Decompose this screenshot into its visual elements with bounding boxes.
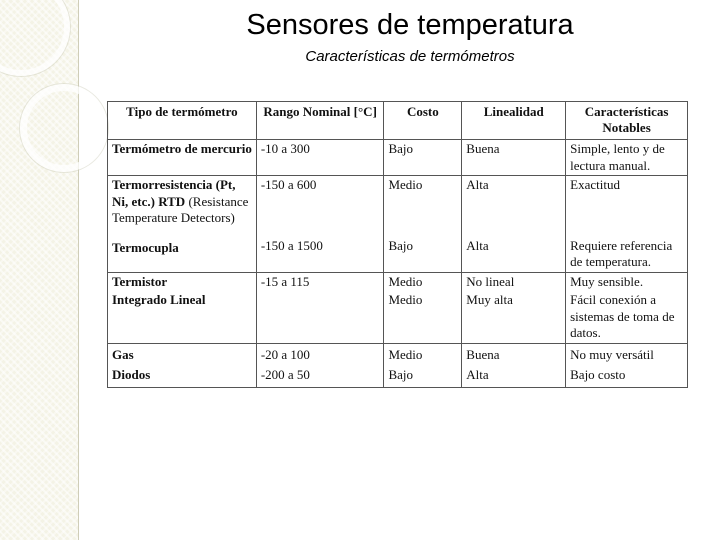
cell-tipo-normal: (Resistance Temperature Detectors) <box>112 193 249 225</box>
slide-subtitle: Características de termómetros <box>305 48 515 65</box>
cell-costo: Bajo <box>384 228 462 273</box>
table-row <box>108 272 688 291</box>
cell-rango: -15 a 115 <box>256 272 384 291</box>
table-row <box>108 176 688 228</box>
table-row <box>108 228 688 273</box>
cell-costo: Bajo <box>384 364 462 387</box>
table-row <box>108 364 688 387</box>
cell-caracteristicas: Fácil conexión a sistemas de toma de datos. <box>566 291 688 343</box>
header-linealidad: Linealidad <box>462 102 566 140</box>
cell-linealidad: Alta <box>462 228 566 273</box>
cell-costo: Medio <box>384 176 462 228</box>
cell-tipo: Termistor <box>108 272 257 291</box>
thermometer-table <box>107 101 688 388</box>
cell-costo: Bajo <box>384 140 462 176</box>
cell-rango: -150 a 1500 <box>256 228 384 273</box>
cell-linealidad: Alta <box>462 176 566 228</box>
cell-tipo: Diodos <box>108 364 257 387</box>
table-header-row <box>108 102 688 140</box>
table-row <box>108 291 688 343</box>
cell-linealidad: Alta <box>462 364 566 387</box>
cell-tipo: Gas <box>108 343 257 364</box>
cell-linealidad: No lineal <box>462 272 566 291</box>
cell-linealidad: Buena <box>462 140 566 176</box>
decorative-ring-icon <box>20 84 108 172</box>
cell-tipo: Termómetro de mercurio <box>108 140 257 176</box>
table-row <box>108 343 688 364</box>
cell-rango: -20 a 100 <box>256 343 384 364</box>
header-caracteristicas: Características Notables <box>566 102 688 140</box>
header-costo: Costo <box>384 102 462 140</box>
cell-caracteristicas: Exactitud <box>566 176 688 228</box>
cell-costo: Medio <box>384 272 462 291</box>
cell-caracteristicas: Requiere referencia de temperatura. <box>566 228 688 273</box>
cell-linealidad: Buena <box>462 343 566 364</box>
slide-title: Sensores de temperatura <box>246 9 574 41</box>
cell-caracteristicas: Simple, lento y de lectura manual. <box>566 140 688 176</box>
header-tipo: Tipo de termómetro <box>108 102 257 140</box>
cell-caracteristicas: No muy versátil <box>566 343 688 364</box>
cell-caracteristicas: Muy sensible. <box>566 272 688 291</box>
cell-tipo <box>108 176 257 228</box>
decorative-sidebar <box>0 0 79 540</box>
cell-tipo: Integrado Lineal <box>108 291 257 343</box>
cell-tipo-bold: Termorresistencia (Pt, Ni, etc.) RTD <box>112 177 236 209</box>
cell-rango: -10 a 300 <box>256 140 384 176</box>
cell-linealidad: Muy alta <box>462 291 566 343</box>
cell-rango: -200 a 50 <box>256 364 384 387</box>
cell-costo: Medio <box>384 291 462 343</box>
cell-rango: -150 a 600 <box>256 176 384 228</box>
header-rango: Rango Nominal [°C] <box>256 102 384 140</box>
table-row <box>108 140 688 176</box>
cell-caracteristicas: Bajo costo <box>566 364 688 387</box>
decorative-ring-icon <box>0 0 70 76</box>
cell-rango <box>256 291 384 343</box>
cell-tipo: Termocupla <box>108 228 257 273</box>
cell-costo: Medio <box>384 343 462 364</box>
